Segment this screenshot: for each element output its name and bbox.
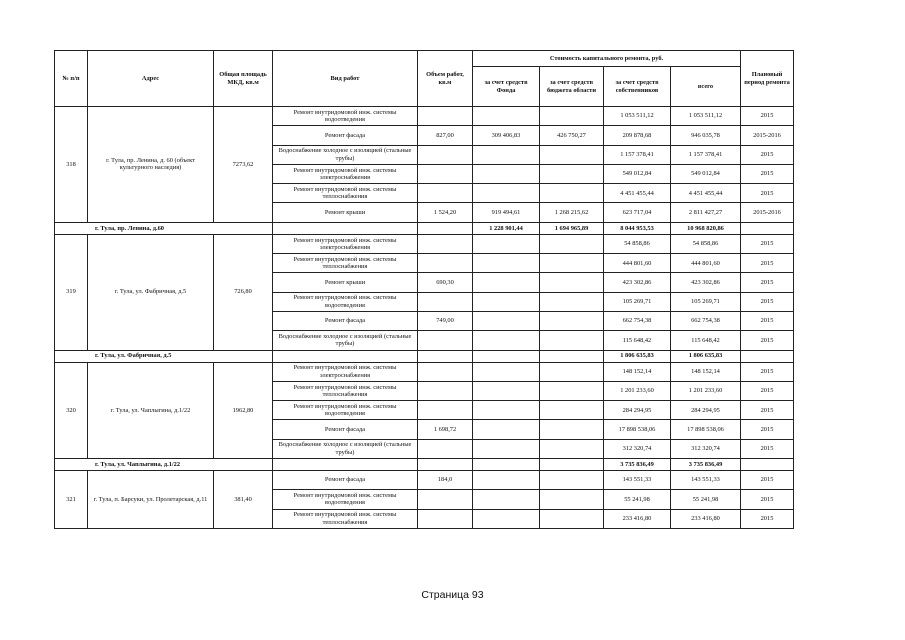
- total-cell: 55 241,98: [671, 490, 741, 509]
- volume-cell: 1 524,20: [418, 203, 473, 222]
- subtotal-empty-volume: [418, 222, 473, 234]
- volume-cell: [418, 164, 473, 183]
- fund-cell: [473, 381, 540, 400]
- subtotal-label: г. Тула, пр. Ленина, д.60: [55, 222, 273, 234]
- subtotal-row: [55, 222, 794, 234]
- period-cell: 2015: [741, 292, 794, 311]
- budget-cell: [540, 362, 604, 381]
- owners-cell: 444 801,60: [604, 254, 671, 273]
- fund-cell: [473, 184, 540, 203]
- fund-cell: [473, 311, 540, 330]
- subtotal-empty-period: [741, 222, 794, 234]
- address-cell: г. Тула, п. Барсуки, ул. Пролетарская, д.11: [88, 471, 214, 529]
- table-row: [55, 471, 794, 490]
- total-cell: 1 053 511,12: [671, 107, 741, 126]
- work-type-cell: Ремонт внутридомовой инж. системы теплоснабжения: [273, 184, 418, 203]
- work-type-cell: Ремонт внутридомовой инж. системы теплоснабжения: [273, 381, 418, 400]
- subtotal-row: [55, 350, 794, 362]
- work-type-cell: Ремонт внутридомовой инж. системы водоотведения: [273, 107, 418, 126]
- budget-cell: [540, 273, 604, 292]
- budget-cell: [540, 254, 604, 273]
- fund-cell: [473, 331, 540, 350]
- volume-cell: [418, 509, 473, 528]
- col-budget-header: за счет средств бюджета области: [540, 67, 604, 107]
- table-body: [55, 107, 794, 529]
- owners-cell: 662 754,38: [604, 311, 671, 330]
- volume-cell: 1 698,72: [418, 420, 473, 439]
- volume-cell: [418, 401, 473, 420]
- volume-cell: [418, 362, 473, 381]
- subtotal-total: 1 806 635,83: [671, 350, 741, 362]
- total-cell: 946 035,78: [671, 126, 741, 145]
- period-cell: 2015: [741, 107, 794, 126]
- fund-cell: [473, 490, 540, 509]
- address-cell: г. Тула, ул. Чаплыгина, д.1/22: [88, 362, 214, 458]
- work-type-cell: Ремонт фасада: [273, 420, 418, 439]
- fund-cell: [473, 273, 540, 292]
- subtotal-owners: 1 806 635,83: [604, 350, 671, 362]
- budget-cell: [540, 439, 604, 458]
- total-cell: 1 157 378,41: [671, 145, 741, 164]
- period-cell: 2015: [741, 164, 794, 183]
- subtotal-owners: 8 044 953,53: [604, 222, 671, 234]
- period-cell: 2015: [741, 490, 794, 509]
- volume-cell: [418, 292, 473, 311]
- owners-cell: 209 878,68: [604, 126, 671, 145]
- work-type-cell: Ремонт фасада: [273, 471, 418, 490]
- budget-cell: [540, 234, 604, 253]
- total-cell: 662 754,38: [671, 311, 741, 330]
- table-row: [55, 234, 794, 253]
- budget-cell: [540, 145, 604, 164]
- total-cell: 312 320,74: [671, 439, 741, 458]
- total-cell: 2 811 427,27: [671, 203, 741, 222]
- period-cell: 2015: [741, 145, 794, 164]
- total-cell: 105 269,71: [671, 292, 741, 311]
- total-cell: 423 302,86: [671, 273, 741, 292]
- work-type-cell: Ремонт внутридомовой инж. системы электроснабжения: [273, 362, 418, 381]
- budget-cell: [540, 184, 604, 203]
- volume-cell: [418, 439, 473, 458]
- volume-cell: [418, 145, 473, 164]
- fund-cell: [473, 292, 540, 311]
- fund-cell: [473, 164, 540, 183]
- owners-cell: 623 717,04: [604, 203, 671, 222]
- volume-cell: 184,0: [418, 471, 473, 490]
- subtotal-empty-work: [273, 459, 418, 471]
- volume-cell: [418, 184, 473, 203]
- work-type-cell: Ремонт внутридомовой инж. системы теплоснабжения: [273, 254, 418, 273]
- period-cell: 2015: [741, 420, 794, 439]
- total-cell: 54 858,86: [671, 234, 741, 253]
- subtotal-budget: 1 694 965,89: [540, 222, 604, 234]
- owners-cell: 55 241,98: [604, 490, 671, 509]
- total-cell: 233 416,80: [671, 509, 741, 528]
- row-number: 321: [55, 471, 88, 529]
- row-number: 319: [55, 234, 88, 350]
- work-type-cell: Ремонт внутридомовой инж. системы водоотведения: [273, 401, 418, 420]
- work-type-cell: Ремонт крыши: [273, 203, 418, 222]
- owners-cell: 115 648,42: [604, 331, 671, 350]
- owners-cell: 143 551,33: [604, 471, 671, 490]
- subtotal-empty-volume: [418, 350, 473, 362]
- row-number: 320: [55, 362, 88, 458]
- col-volume-header: Объем работ, кв.м: [418, 51, 473, 107]
- subtotal-empty-work: [273, 222, 418, 234]
- owners-cell: 1 201 233,60: [604, 381, 671, 400]
- subtotal-fund: 1 228 901,44: [473, 222, 540, 234]
- subtotal-budget: [540, 459, 604, 471]
- fund-cell: [473, 145, 540, 164]
- volume-cell: [418, 381, 473, 400]
- table-row: [55, 107, 794, 126]
- budget-cell: [540, 331, 604, 350]
- cost-group-header: Стоимость капитального ремонта, руб.: [473, 51, 741, 67]
- col-work-header: Вид работ: [273, 51, 418, 107]
- budget-cell: 1 268 215,62: [540, 203, 604, 222]
- owners-cell: 549 012,84: [604, 164, 671, 183]
- owners-cell: 54 858,86: [604, 234, 671, 253]
- fund-cell: 919 494,61: [473, 203, 540, 222]
- subtotal-budget: [540, 350, 604, 362]
- fund-cell: [473, 439, 540, 458]
- period-cell: 2015: [741, 401, 794, 420]
- subtotal-empty-period: [741, 459, 794, 471]
- fund-cell: [473, 362, 540, 381]
- subtotal-empty-work: [273, 350, 418, 362]
- owners-cell: 4 451 455,44: [604, 184, 671, 203]
- col-area-header: Общая площадь МКД, кв.м: [214, 51, 273, 107]
- total-cell: 143 551,33: [671, 471, 741, 490]
- area-cell: 1962,80: [214, 362, 273, 458]
- budget-cell: [540, 490, 604, 509]
- owners-cell: 284 294,95: [604, 401, 671, 420]
- owners-cell: 105 269,71: [604, 292, 671, 311]
- subtotal-total: 3 735 836,49: [671, 459, 741, 471]
- budget-cell: [540, 401, 604, 420]
- owners-cell: 17 898 538,06: [604, 420, 671, 439]
- budget-cell: [540, 292, 604, 311]
- owners-cell: 423 302,86: [604, 273, 671, 292]
- total-cell: 549 012,84: [671, 164, 741, 183]
- fund-cell: [473, 107, 540, 126]
- subtotal-total: 10 968 820,86: [671, 222, 741, 234]
- period-cell: 2015: [741, 509, 794, 528]
- period-cell: 2015: [741, 471, 794, 490]
- subtotal-fund: [473, 350, 540, 362]
- period-cell: 2015: [741, 184, 794, 203]
- page-number: Страница 93: [421, 589, 484, 601]
- total-cell: 4 451 455,44: [671, 184, 741, 203]
- work-type-cell: Ремонт внутридомовой инж. системы электроснабжения: [273, 234, 418, 253]
- period-cell: 2015: [741, 234, 794, 253]
- fund-cell: [473, 509, 540, 528]
- address-cell: г. Тула, ул. Фабричная, д.5: [88, 234, 214, 350]
- work-type-cell: Ремонт фасада: [273, 126, 418, 145]
- volume-cell: [418, 107, 473, 126]
- subtotal-row: [55, 459, 794, 471]
- total-cell: 284 294,95: [671, 401, 741, 420]
- total-cell: 17 898 538,06: [671, 420, 741, 439]
- subtotal-fund: [473, 459, 540, 471]
- period-cell: 2015-2016: [741, 203, 794, 222]
- fund-cell: [473, 234, 540, 253]
- volume-cell: 690,30: [418, 273, 473, 292]
- fund-cell: [473, 401, 540, 420]
- total-cell: 444 801,60: [671, 254, 741, 273]
- fund-cell: [473, 420, 540, 439]
- owners-cell: 233 416,80: [604, 509, 671, 528]
- fund-cell: [473, 471, 540, 490]
- period-cell: 2015: [741, 362, 794, 381]
- work-type-cell: Водоснабжение холодное с изоляцией (стальные трубы): [273, 439, 418, 458]
- area-cell: 726,80: [214, 234, 273, 350]
- col-fund-header: за счет средств Фонда: [473, 67, 540, 107]
- period-cell: 2015: [741, 254, 794, 273]
- subtotal-owners: 3 735 836,49: [604, 459, 671, 471]
- period-cell: 2015: [741, 381, 794, 400]
- budget-cell: [540, 107, 604, 126]
- address-cell: г. Тула, пр. Ленина, д. 60 (объект культурного наследия): [88, 107, 214, 223]
- owners-cell: 148 152,14: [604, 362, 671, 381]
- work-type-cell: Ремонт внутридомовой инж. системы электроснабжения: [273, 164, 418, 183]
- subtotal-label: г. Тула, ул. Чаплыгина, д.1/22: [55, 459, 273, 471]
- owners-cell: 1 053 511,12: [604, 107, 671, 126]
- subtotal-empty-volume: [418, 459, 473, 471]
- area-cell: 381,40: [214, 471, 273, 529]
- budget-cell: [540, 164, 604, 183]
- volume-cell: [418, 254, 473, 273]
- fund-cell: 309 406,83: [473, 126, 540, 145]
- period-cell: 2015-2016: [741, 126, 794, 145]
- col-owners-header: за счет средств собственников: [604, 67, 671, 107]
- volume-cell: [418, 234, 473, 253]
- volume-cell: 827,00: [418, 126, 473, 145]
- budget-cell: [540, 420, 604, 439]
- work-type-cell: Водоснабжение холодное с изоляцией (стальные трубы): [273, 145, 418, 164]
- period-cell: 2015: [741, 273, 794, 292]
- budget-cell: [540, 509, 604, 528]
- budget-cell: [540, 311, 604, 330]
- col-address-header: Адрес: [88, 51, 214, 107]
- table-row: [55, 362, 794, 381]
- work-type-cell: Ремонт крыши: [273, 273, 418, 292]
- work-type-cell: Водоснабжение холодное с изоляцией (стальные трубы): [273, 331, 418, 350]
- budget-cell: [540, 381, 604, 400]
- subtotal-label: г. Тула, ул. Фабричная, д.5: [55, 350, 273, 362]
- total-cell: 148 152,14: [671, 362, 741, 381]
- col-total-header: всего: [671, 67, 741, 107]
- period-cell: 2015: [741, 439, 794, 458]
- work-type-cell: Ремонт внутридомовой инж. системы водоотведения: [273, 292, 418, 311]
- volume-cell: 749,00: [418, 311, 473, 330]
- work-type-cell: Ремонт внутридомовой инж. системы теплоснабжения: [273, 509, 418, 528]
- work-type-cell: Ремонт внутридомовой инж. системы водоотведения: [273, 490, 418, 509]
- volume-cell: [418, 331, 473, 350]
- budget-cell: 426 750,27: [540, 126, 604, 145]
- row-number: 318: [55, 107, 88, 223]
- fund-cell: [473, 254, 540, 273]
- subtotal-empty-period: [741, 350, 794, 362]
- repair-table: [54, 50, 794, 529]
- area-cell: 7273,62: [214, 107, 273, 223]
- owners-cell: 312 320,74: [604, 439, 671, 458]
- total-cell: 1 201 233,60: [671, 381, 741, 400]
- col-num-header: № п/п: [55, 51, 88, 107]
- volume-cell: [418, 490, 473, 509]
- col-period-header: Плановый период ремонта: [741, 51, 794, 107]
- budget-cell: [540, 471, 604, 490]
- work-type-cell: Ремонт фасада: [273, 311, 418, 330]
- period-cell: 2015: [741, 311, 794, 330]
- owners-cell: 1 157 378,41: [604, 145, 671, 164]
- total-cell: 115 648,42: [671, 331, 741, 350]
- period-cell: 2015: [741, 331, 794, 350]
